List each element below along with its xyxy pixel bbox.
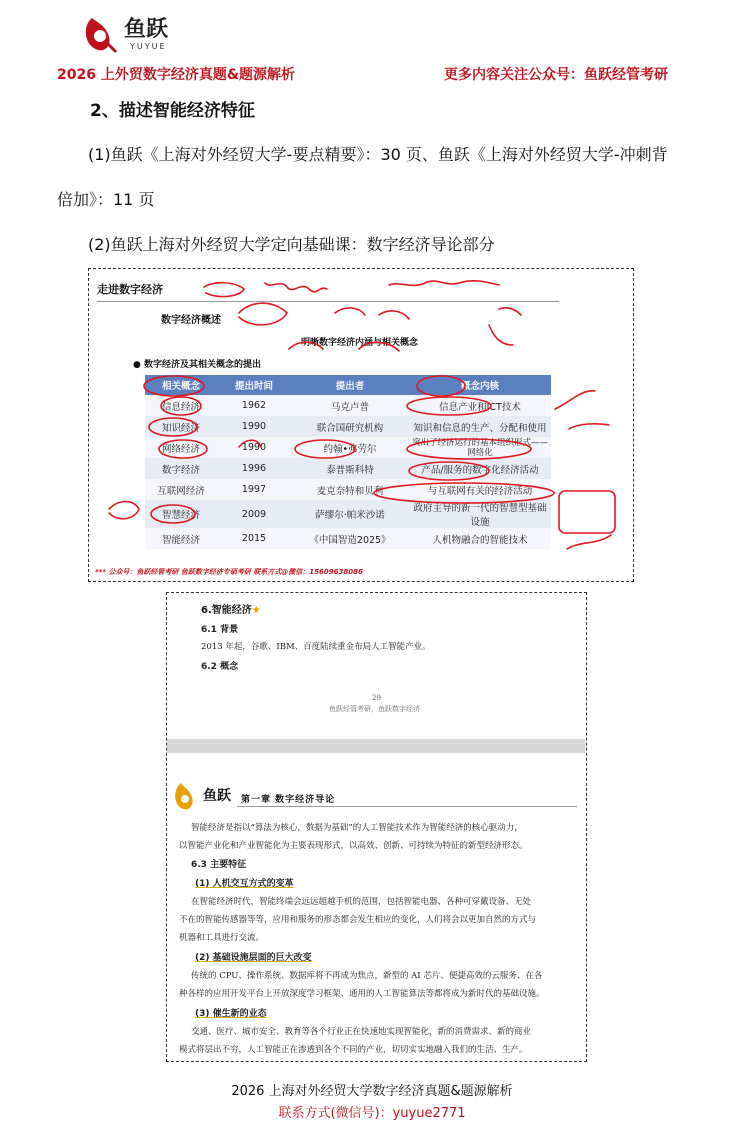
cell-core: 政府主导的新一代的智慧型基础设施 bbox=[409, 500, 551, 528]
doc-section-61: 6.1 背景 bbox=[201, 625, 239, 635]
cell-proposer: 约翰•弗劳尔 bbox=[291, 437, 409, 458]
doc-logo-text: 鱼跃 bbox=[203, 788, 231, 804]
slide-footer: *** 公众号：鱼跃经管考研 鱼跃数字经济专硕考研 联系方式@微信：15609638086 bbox=[95, 568, 363, 576]
star-icon: ★ bbox=[251, 605, 261, 616]
doc-background-text: 2013 年起，谷歌、IBM、百度陆续重金布局人工智能产业。 bbox=[201, 642, 431, 652]
doc-section-6 bbox=[201, 601, 261, 616]
doc-section-62: 6.2 概念 bbox=[201, 662, 239, 672]
cell-concept: 信息经济 bbox=[145, 395, 217, 416]
cell-proposer: 联合国研究机构 bbox=[291, 416, 409, 437]
slide-overview: 数字经济概述 bbox=[161, 315, 221, 326]
doc-def-line1: 智能经济是指以“算法为核心，数据为基础”的人工智能技术作为智能经济的核心驱动力， bbox=[191, 823, 523, 833]
cell-proposer: 马克卢普 bbox=[291, 395, 409, 416]
feature-1-line3: 机器和工具进行交流。 bbox=[179, 933, 265, 943]
cell-core: 与互联网有关的经济活动 bbox=[409, 479, 551, 500]
cell-proposer: 麦克奈特和贝利 bbox=[291, 479, 409, 500]
cell-proposer: 《中国智造2025》 bbox=[291, 528, 409, 549]
para1-line2: 倍加》：11 页 bbox=[57, 190, 155, 209]
doc-def-line2: 以智能产业化和产业智能化为主要表现形式，以高效、创新、可持续为特征的新型经济形态。 bbox=[179, 841, 528, 851]
slide-bullet: ● 数字经济及其相关概念的提出 bbox=[133, 360, 261, 370]
feature-2-line2: 种各样的应用开发平台上开放深度学习框架、通用的人工智能算法等都将成为新时代的基础设施。 bbox=[179, 989, 545, 999]
cell-proposer: 萨缪尔·帕米沙诺 bbox=[291, 500, 409, 528]
cell-year: 1996 bbox=[217, 458, 291, 479]
feature-3-line2: 模式将层出不穷，人工智能正在渗透到各个不同的产业，切切实实地融入我们的生活、生产。 bbox=[179, 1045, 528, 1055]
doc-chapter-title: 第一章 数字经济导论 bbox=[241, 795, 336, 805]
col-concept: 相关概念 bbox=[145, 375, 217, 395]
feature-3-title: (3) 催生新的业态 bbox=[195, 1009, 267, 1019]
feature-1-line1: 在智能经济时代，智能终端会远远超越手机的范围，包括智能电器、各种可穿戴设备、无处 bbox=[191, 897, 532, 907]
col-proposer: 提出者 bbox=[291, 375, 409, 395]
cell-core: 信息产业和ICT技术 bbox=[409, 395, 551, 416]
cell-core: 知识和信息的生产、分配和使用 bbox=[409, 416, 551, 437]
col-year: 提出时间 bbox=[217, 375, 291, 395]
page-gap bbox=[167, 739, 585, 753]
slide-subtitle: 明晰数字经济内涵与相关概念 bbox=[301, 338, 419, 348]
document-screenshot bbox=[166, 592, 587, 1062]
cell-concept: 智慧经济 bbox=[145, 500, 217, 528]
doc-page-number: 29 bbox=[372, 694, 381, 702]
footer-title: 2026 上海对外经贸大学数字经济真题&题源解析 bbox=[231, 1084, 513, 1099]
cell-year: 1997 bbox=[217, 479, 291, 500]
para2: (2)鱼跃上海对外经贸大学定向基础课：数字经济导论部分 bbox=[88, 235, 495, 254]
para1-line1: (1)鱼跃《上海对外经贸大学-要点精要》：30 页、鱼跃《上海对外经贸大学-冲刺背 bbox=[88, 145, 668, 164]
cell-core: 人机物融合的智能技术 bbox=[409, 528, 551, 549]
cell-concept: 智能经济 bbox=[145, 528, 217, 549]
doc-section-6-text: 6.智能经济 bbox=[201, 605, 252, 616]
header-right-title: 更多内容关注公众号：鱼跃经管考研 bbox=[444, 67, 668, 83]
feature-1-title: (1) 人机交互方式的变革 bbox=[195, 879, 294, 889]
doc-logo-icon bbox=[173, 781, 205, 813]
doc-section-63: 6.3 主要特征 bbox=[191, 860, 247, 870]
cell-concept: 网络经济 bbox=[145, 437, 217, 458]
section-heading: 2、描述智能经济特征 bbox=[90, 101, 255, 121]
feature-1-line2: 不在的智能传感器等等，应用和服务的形态都会发生相应的变化，人们将会以更加自然的方式与 bbox=[179, 915, 537, 925]
cell-year: 2015 bbox=[217, 528, 291, 549]
cell-core: 产品/服务的数字化经济活动 bbox=[409, 458, 551, 479]
feature-3-line1: 交通、医疗、城市安全、教育等各个行业正在快速地实现智能化，新的消费需求、新的商业 bbox=[191, 1027, 532, 1037]
cell-proposer: 泰普斯科特 bbox=[291, 458, 409, 479]
logo-text: 鱼跃 bbox=[124, 16, 169, 42]
cell-concept: 互联网经济 bbox=[145, 479, 217, 500]
cell-year: 1990 bbox=[217, 437, 291, 458]
footer-contact: 联系方式(微信号)：yuyue2771 bbox=[278, 1106, 466, 1121]
feature-2-title: (2) 基础设施层面的巨大改变 bbox=[195, 953, 312, 963]
cell-concept: 知识经济 bbox=[145, 416, 217, 437]
col-core: 概念内核 bbox=[409, 375, 551, 395]
cell-concept: 数字经济 bbox=[145, 458, 217, 479]
header-left-title: 2026 上外贸数字经济真题&题源解析 bbox=[57, 67, 296, 83]
logo-subtext: YUYUE bbox=[130, 42, 167, 51]
cell-year: 2009 bbox=[217, 500, 291, 528]
doc-page-footer: 鱼跃经管考研，鱼跃数字经济 bbox=[329, 705, 420, 713]
feature-2-line1: 传统的 CPU、操作系统、数据库将不再成为焦点，新型的 AI 芯片、便捷高效的云服务、在各 bbox=[191, 971, 543, 981]
cell-year: 1990 bbox=[217, 416, 291, 437]
handwritten-annotations bbox=[89, 269, 632, 580]
slide-screenshot bbox=[88, 268, 634, 582]
cell-year: 1962 bbox=[217, 395, 291, 416]
doc-chapter-rule bbox=[237, 806, 577, 807]
slide-title: 走进数字经济 bbox=[97, 283, 163, 296]
cell-core: 突出了经济运行的基本组织形式——网络化 bbox=[409, 437, 551, 458]
